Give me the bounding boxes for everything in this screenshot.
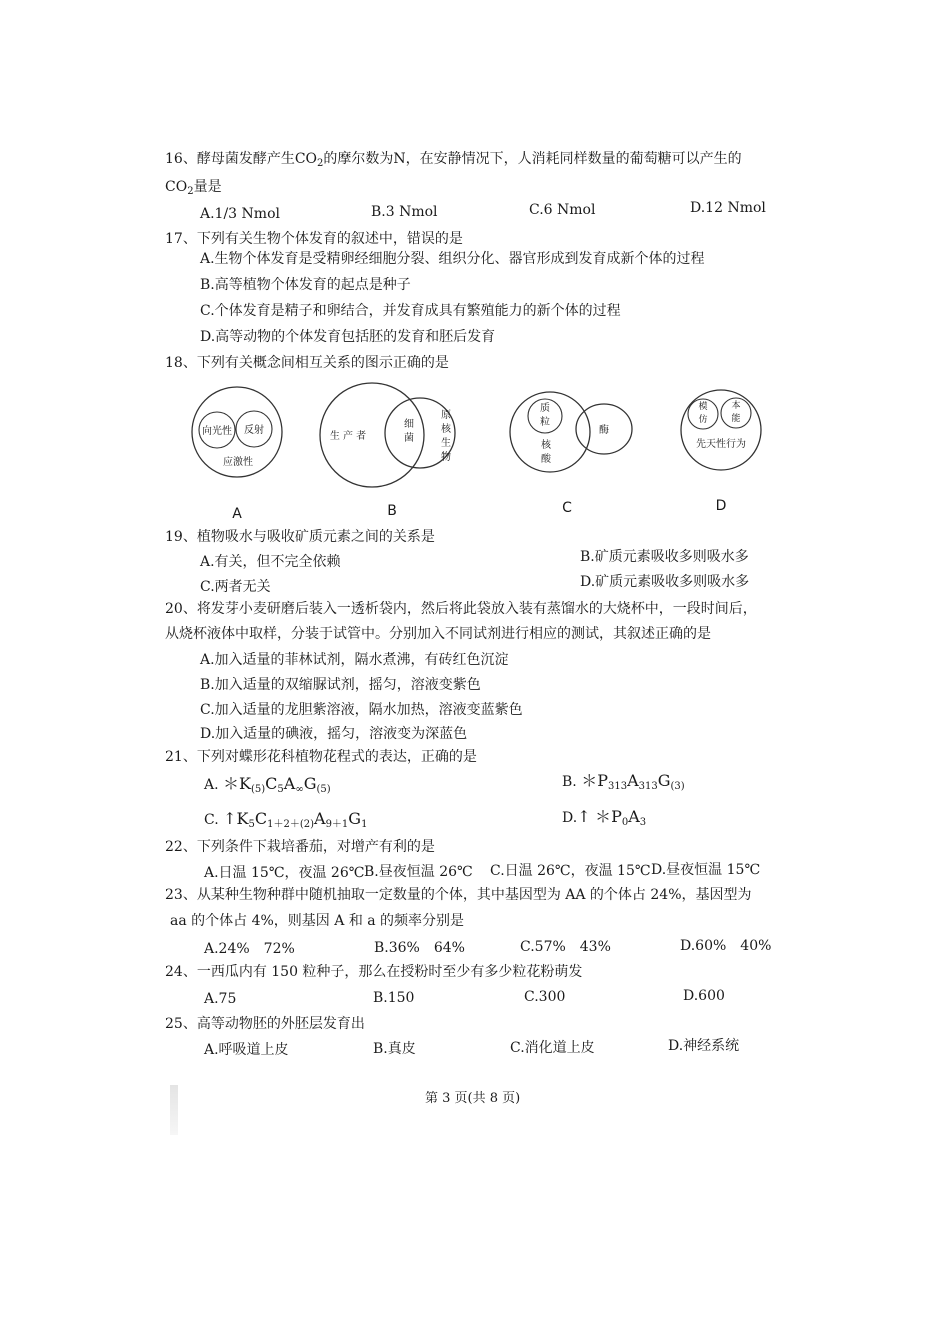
diagram-b-right-label-1: 原 xyxy=(441,410,451,421)
q16-option-b: B.3 Nmol xyxy=(371,204,438,220)
q22-option-d: D.昼夜恒温 15℃ xyxy=(651,862,761,878)
q17-option-a: A.生物个体发育是受精卵经细胞分裂、组织分化、器官形成到发育成新个体的过程 xyxy=(200,251,705,267)
diagram-c-inner-label-2: 粒 xyxy=(540,417,550,428)
q23-option-c: C.57% 43% xyxy=(520,939,611,955)
diagram-b-right-label-4: 物 xyxy=(441,452,451,463)
diagram-d-letter: D xyxy=(715,498,727,514)
q24-option-d: D.600 xyxy=(683,988,725,1004)
q20-stem-line1: 20、将发芽小麦研磨后装入一透析袋内，然后将此袋放入装有蒸馏水的大烧杯中，一段时间后， xyxy=(165,601,757,617)
diagram-b xyxy=(320,383,455,519)
q21-d-label: D. xyxy=(562,810,578,826)
diagram-d-c1-label-2: 仿 xyxy=(698,415,708,425)
q21-a-label: A. xyxy=(204,777,219,793)
diagram-a xyxy=(192,387,282,520)
q20-option-b: B.加入适量的双缩脲试剂，摇匀，溶液变紫色 xyxy=(200,677,481,693)
diagram-d-c2-label-2: 能 xyxy=(731,414,741,424)
diagram-b-mid-label-2: 菌 xyxy=(404,433,414,444)
q17-stem: 17、下列有关生物个体发育的叙述中，错误的是 xyxy=(165,231,463,247)
q24-option-c: C.300 xyxy=(524,989,566,1005)
diagram-d-c2-label-1: 本 xyxy=(731,401,741,411)
q20-option-c: C.加入适量的龙胆紫溶液，隔水加热，溶液变蓝紫色 xyxy=(200,702,523,718)
q19-option-d: D.矿质元素吸收多则吸水多 xyxy=(580,574,750,590)
q25-option-a: A.呼吸道上皮 xyxy=(204,1042,289,1058)
scan-shadow xyxy=(170,1085,178,1135)
page-number-footer: 第 3 页(共 8 页) xyxy=(425,1091,521,1106)
q21-option-b: B. $*P_{313}A_{313}G_{(3)}$ xyxy=(562,771,685,792)
diagram-a-letter: A xyxy=(232,506,242,520)
q22-option-c: C.日温 26℃，夜温 15℃ xyxy=(490,863,651,879)
q25-option-b: B.真皮 xyxy=(373,1041,416,1057)
diagram-b-letter: B xyxy=(387,503,397,519)
q16-option-c: C.6 Nmol xyxy=(529,202,596,218)
diagram-b-left-label: 生 产 者 xyxy=(329,431,367,442)
diagram-a-outer-label: 应激性 xyxy=(223,457,253,468)
q22-option-a: A.日温 15℃，夜温 26℃ xyxy=(204,865,365,881)
q25-stem: 25、高等动物胚的外胚层发育出 xyxy=(165,1016,365,1032)
q21-b-label: B. xyxy=(562,774,577,790)
diagram-c xyxy=(510,392,632,516)
diagram-b-mid-label-1: 细 xyxy=(404,419,414,430)
q17-option-d: D.高等动物的个体发育包括胚的发育和胚后发育 xyxy=(200,329,496,345)
diagram-c-inner-label-1: 质 xyxy=(540,403,550,414)
q21-option-c: C. $↑K_5C_{1+2+(2)}A_{9+1}G_1$ xyxy=(204,809,368,830)
q23-option-a: A.24% 72% xyxy=(204,941,295,957)
q21-stem: 21、下列对蝶形花科植物花程式的表达，正确的是 xyxy=(165,749,477,765)
q18-stem: 18、下列有关概念间相互关系的图示正确的是 xyxy=(165,355,449,371)
q25-option-d: D.神经系统 xyxy=(668,1038,740,1054)
q18-diagrams xyxy=(180,380,780,520)
diagram-c-outer-label-2: 酸 xyxy=(541,454,551,465)
q23-stem-line2: aa 的个体占 4%，则基因 A 和 a 的频率分别是 xyxy=(170,913,465,929)
q23-stem-line1: 23、从某种生物种群中随机抽取一定数量的个体，其中基因型为 AA 的个体占 24%，基因型为 xyxy=(165,887,752,903)
diagram-c-letter: C xyxy=(562,500,572,516)
diagram-d-outer-circle xyxy=(681,390,761,470)
q24-stem: 24、一西瓜内有 150 粒种子，那么在授粉时至少有多少粒花粉萌发 xyxy=(165,964,583,980)
diagram-d-outer-label: 先天性行为 xyxy=(696,439,746,450)
q21-c-label: C. xyxy=(204,812,219,828)
q16-option-d: D.12 Nmol xyxy=(690,200,766,216)
q24-option-a: A.75 xyxy=(204,991,237,1007)
q23-option-b: B.36% 64% xyxy=(374,940,465,956)
q25-option-c: C.消化道上皮 xyxy=(510,1040,595,1056)
diagram-a-c2-label: 反射 xyxy=(244,425,264,436)
q21-option-a: A. $*K_{(5)}C_5A_\infty G_{(5)}$ xyxy=(204,774,331,795)
q16-stem-line1: 16、酵母菌发酵产生$CO_2$的摩尔数为N，在安静情况下，人消耗同样数量的葡萄糖可以产生的 xyxy=(165,151,742,169)
q20-option-d: D.加入适量的碘液，摇匀，溶液变为深蓝色 xyxy=(200,726,468,742)
q24-option-b: B.150 xyxy=(373,990,415,1006)
q21-option-d: D.↑ $*P_0A_3$ xyxy=(562,807,647,828)
diagram-b-right-label-3: 生 xyxy=(441,438,451,449)
diagram-b-right-label-2: 核 xyxy=(441,424,451,435)
diagram-c-right-label: 酶 xyxy=(599,425,609,436)
q19-option-c: C.两者无关 xyxy=(200,579,271,595)
q23-option-d: D.60% 40% xyxy=(680,938,772,954)
q16-stem-line2: $CO_2$量是 xyxy=(165,179,222,197)
diagram-d-c1-label-1: 模 xyxy=(698,402,708,412)
q17-option-b: B.高等植物个体发育的起点是种子 xyxy=(200,277,411,293)
diagram-a-c1-label: 向光性 xyxy=(202,426,232,437)
q19-option-a: A.有关，但不完全依赖 xyxy=(200,554,341,570)
q19-option-b: B.矿质元素吸收多则吸水多 xyxy=(580,549,749,565)
q17-option-c: C.个体发育是精子和卵结合，并发育成具有繁殖能力的新个体的过程 xyxy=(200,303,621,319)
q19-stem: 19、植物吸水与吸收矿质元素之间的关系是 xyxy=(165,529,435,545)
q20-stem-line2: 从烧杯液体中取样，分装于试管中。分别加入不同试剂进行相应的测试，其叙述正确的是 xyxy=(165,626,711,642)
q20-option-a: A.加入适量的菲林试剂，隔水煮沸，有砖红色沉淀 xyxy=(200,652,509,668)
diagram-d xyxy=(681,390,761,514)
q22-stem: 22、下列条件下栽培番茄，对增产有利的是 xyxy=(165,839,435,855)
q16-option-a: A.1/3 Nmol xyxy=(200,206,280,222)
diagram-c-outer-label-1: 核 xyxy=(541,440,551,451)
q22-option-b: B.昼夜恒温 26℃ xyxy=(364,864,473,880)
